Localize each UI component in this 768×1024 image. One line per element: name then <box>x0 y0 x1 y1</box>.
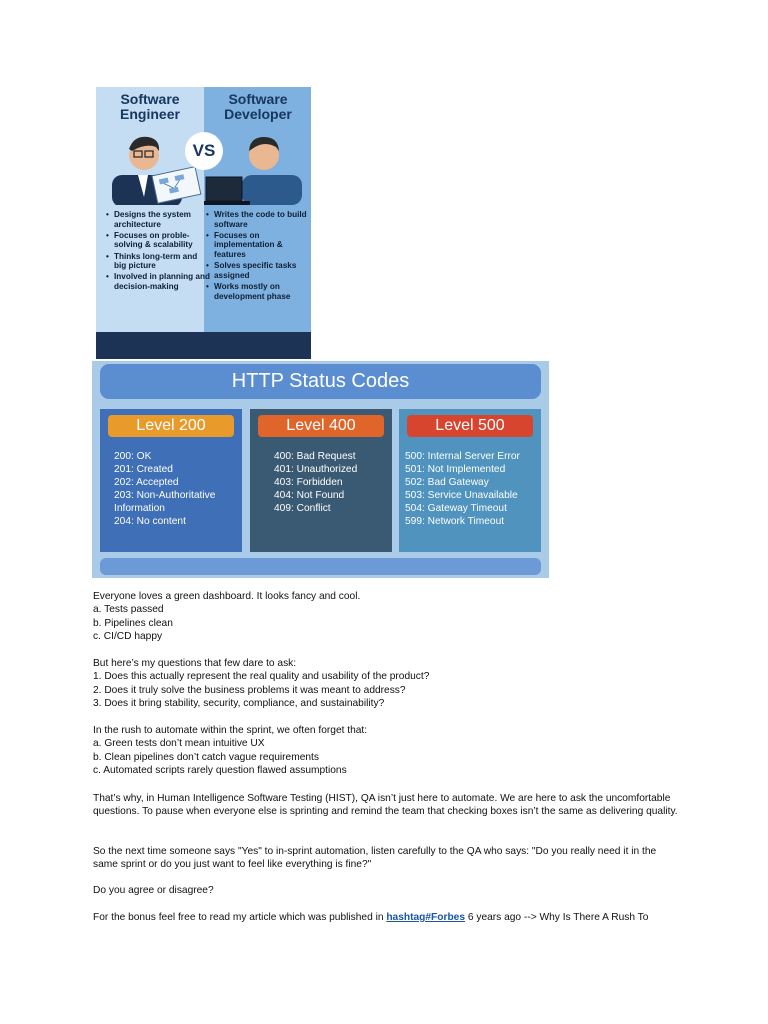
status-code: 502: Bad Gateway <box>405 477 489 488</box>
hist-paragraph <box>93 792 683 819</box>
questions-intro: But here’s my questions that few dare to ask: <box>93 658 297 669</box>
http-footer-bar <box>100 558 541 575</box>
developer-point: • Solves specific tasks assigned <box>206 261 308 280</box>
list-item: a. Green tests don’t mean intuitive UX <box>93 738 265 750</box>
engineer-illustration <box>104 125 204 205</box>
list-item: c. Automated scripts rarely question flawed assumptions <box>93 765 347 777</box>
list-item: 1. Does this actually represent the real quality and usability of the product? <box>93 671 430 683</box>
status-code: 401: Unauthorized <box>274 464 358 475</box>
status-code: 204: No content <box>114 516 186 527</box>
rush-block <box>93 724 693 778</box>
status-code: 501: Not Implemented <box>405 464 506 475</box>
status-code: 403: Forbidden <box>274 477 343 488</box>
status-code: Information <box>114 503 165 514</box>
level-500-column <box>399 409 541 552</box>
engineer-point: • Thinks long-term and big picture <box>106 252 210 271</box>
questions-block <box>93 657 693 711</box>
engineer-points <box>106 210 210 293</box>
http-status-codes-infographic <box>92 361 549 578</box>
level-400-column <box>250 409 392 552</box>
engineer-point: • Involved in planning and decision-making <box>106 272 210 291</box>
level-400-label: Level 400 <box>258 415 384 437</box>
developer-point: • Works mostly on development phase <box>206 282 308 301</box>
level-200-column <box>100 409 242 552</box>
forbes-hashtag-link[interactable]: hashtag#Forbes <box>386 912 466 923</box>
engineer-vs-developer-infographic <box>96 87 311 359</box>
status-code: 599: Network Timeout <box>405 516 505 527</box>
list-item: 2. Does it truly solve the business problems it was meant to address? <box>93 684 406 696</box>
bonus-suffix: 6 years ago --> Why Is There A Rush To <box>465 912 649 923</box>
list-item: a. Tests passed <box>93 604 164 616</box>
engineer-point: • Focuses on proble-solving & scalability <box>106 231 210 250</box>
list-item: c. CI/CD happy <box>93 631 163 643</box>
next-time-text: So the next time someone says "Yes" to in-sprint automation, listen carefully to the QA who says: "Do you really need it in the same sprint or do you just want to feel like everything is fine?" <box>93 846 657 871</box>
next-time-paragraph <box>93 845 683 872</box>
list-item: 3. Does it bring stability, security, compliance, and sustainability? <box>93 698 385 710</box>
developer-illustration <box>204 125 311 205</box>
bonus-line <box>93 911 693 924</box>
engineer-title: Software Engineer <box>120 91 180 122</box>
developer-point: • Writes the code to build software <box>206 210 308 229</box>
level-200-codes <box>114 450 215 528</box>
intro-block <box>93 590 693 644</box>
status-code: 404: Not Found <box>274 490 345 501</box>
status-code: 202: Accepted <box>114 477 179 488</box>
status-code: 203: Non-Authoritative <box>114 490 216 501</box>
status-code: 500: Internal Server Error <box>405 451 520 462</box>
level-400-codes <box>274 450 357 515</box>
status-code: 503: Service Unavailable <box>405 490 518 501</box>
list-item: b. Pipelines clean <box>93 617 173 629</box>
developer-points <box>206 210 308 303</box>
list-item: b. Clean pipelines don’t catch vague requirements <box>93 751 319 763</box>
level-500-codes <box>405 450 520 528</box>
status-code: 200: OK <box>114 451 152 462</box>
bonus-prefix: For the bonus feel free to read my article which was published in <box>93 912 387 923</box>
bonus-paragraph <box>93 911 693 924</box>
developer-title: Software Developer <box>224 91 292 122</box>
infographic-footer-bar <box>96 332 311 359</box>
hist-text: That’s why, in Human Intelligence Software Testing (HIST), QA isn’t just here to automate. We are here to ask the uncomfortable questions. To pause when everyone else is sprinting and remind the team that checking boxes isn’t the same as delivering quality. <box>93 793 678 818</box>
developer-point: • Focuses on implementation & features <box>206 231 308 260</box>
engineer-point: • Designs the system architecture <box>106 210 210 229</box>
status-code: 409: Conflict <box>274 503 331 514</box>
level-500-label: Level 500 <box>407 415 533 437</box>
status-code: 504: Gateway Timeout <box>405 503 507 514</box>
level-200-label: Level 200 <box>108 415 234 437</box>
vs-badge: VS <box>185 132 223 170</box>
http-title: HTTP Status Codes <box>100 364 541 399</box>
rush-intro: In the rush to automate within the sprint, we often forget that: <box>93 725 368 736</box>
agree-question <box>93 884 693 897</box>
question-text: Do you agree or disagree? <box>93 885 214 896</box>
intro-text: Everyone loves a green dashboard. It looks fancy and cool. <box>93 591 361 602</box>
status-code: 201: Created <box>114 464 173 475</box>
status-code: 400: Bad Request <box>274 451 356 462</box>
